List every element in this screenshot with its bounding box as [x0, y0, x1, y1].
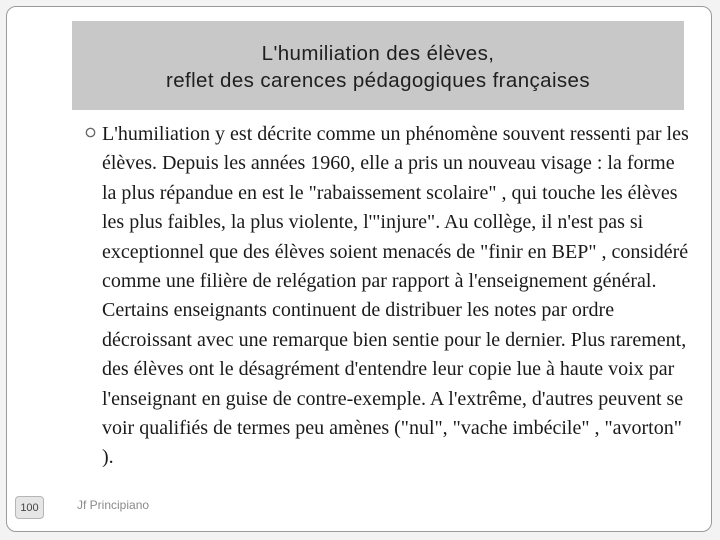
page-number-badge: 100	[15, 496, 44, 519]
footer-author: Jf Principiano	[77, 498, 150, 512]
title-bar	[72, 21, 684, 110]
slide-body-text: L'humiliation y est décrite comme un phénomène souvent ressenti par les élèves. Depuis les années 1960, elle a pris un nouveau visage : la forme la plus répandue en est le "rabaissement scolaire" , qui touche les élèves les plus faibles, la plus violente, l'"injure". Au collège, il n'est pas si exceptionnel que des élèves soient menacés de "finir en BEP" , considéré comme une filière de relégation par rapport à l'enseignement général. Certains enseignants continuent de distribuer les notes par ordre décroissant avec une remarque bien sentie pour le dernier. Plus rarement, des élèves ont le désagrément d'entendre leur copie lue à haute voix par l'enseignant en guise de contre-exemple. A l'extrême, d'autres peuvent se voir qualifiés de termes peu amènes ("nul", "vache imbécile" , "avorton" ).	[102, 123, 689, 469]
slide-title-line-1: L'humiliation des élèves,	[261, 41, 495, 65]
slide-title-line-2: reflet des carences pédagogiques françaises	[165, 68, 591, 92]
hollow-circle-bullet-icon	[83, 125, 98, 140]
